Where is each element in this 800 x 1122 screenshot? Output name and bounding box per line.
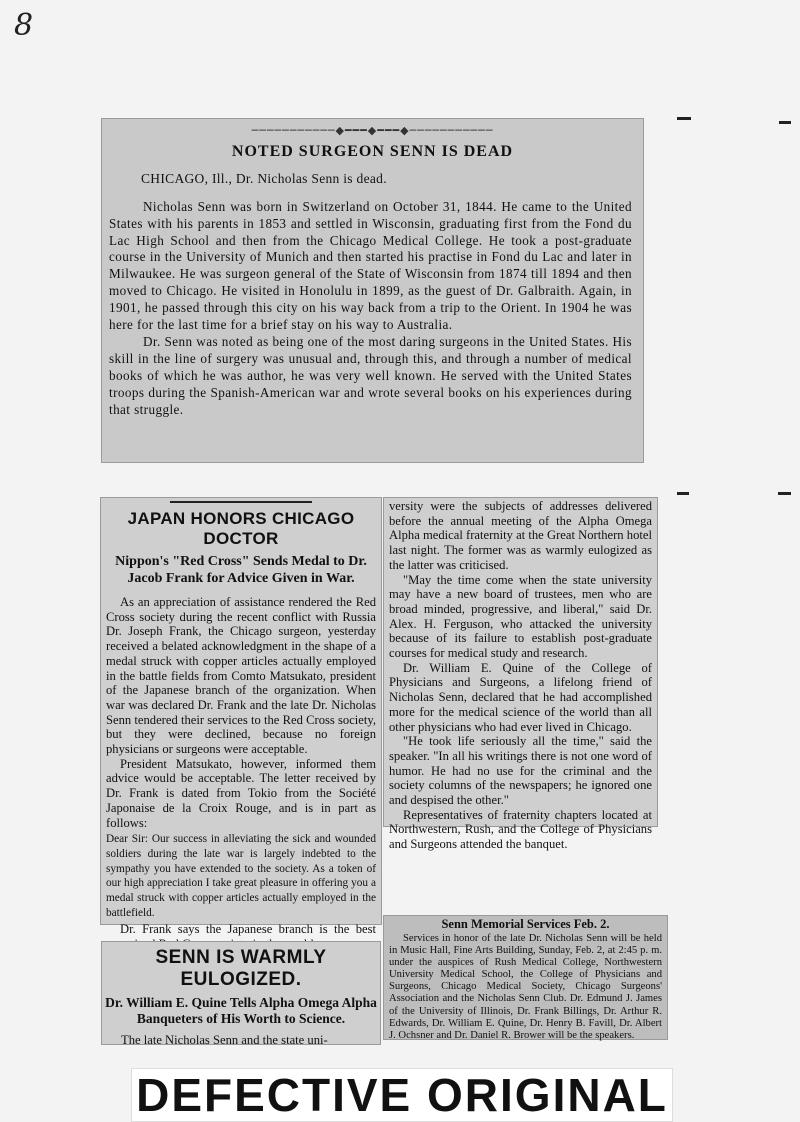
clipping-japan-honors	[100, 497, 382, 937]
article-body	[100, 595, 382, 830]
paragraph: Dr. Senn was noted as being one of the most daring surgeons in the United States. His skill in the line of surgery was unusual and, through this, and through a number of medical books of which he was author, he was very well known. He served with the United States troops during the Spanish-American war and wrote several books on his experiences during that struggle.	[109, 334, 632, 417]
subheadline: Dr. William E. Quine Tells Alpha Omega Alpha Banqueters of His Worth to Science.	[105, 995, 377, 1026]
paragraph: "May the time come when the state university may have a new board of trustees, men who are broad minded, progressive, and liberal," said Dr. Alex. H. Ferguson, who attacked the university because of its failure to establish post-graduate courses for medical study and research.	[389, 572, 652, 661]
clipping-senn-dead	[101, 118, 644, 463]
paragraph: versity were the subjects of addresses delivered before the annual meeting of the Alpha Omega Alpha medical fraternity at the Great Northern hotel last night. The former was as warmly eulogized as the latter was criticised.	[389, 499, 652, 572]
headline: SENN IS WARMLY EULOGIZED.	[155, 947, 327, 990]
dateline: CHICAGO, Ill., Dr. Nicholas Senn is dead.	[141, 171, 387, 186]
edge-mark	[778, 492, 791, 495]
letter-excerpt: Dear Sir: Our success in alleviating the sick and wounded soldiers during the late war is largely indebted to the sympathy you have extended to the society. As a token of our high appreciation I take great pleasure in offering you a medal struck with copper articles actually employed in the battlefield.	[106, 833, 376, 919]
headline: JAPAN HONORS CHICAGO DOCTOR	[127, 509, 355, 548]
subheadline: Nippon's "Red Cross" Sends Medal to Dr. Jacob Frank for Advice Given in War.	[115, 554, 367, 586]
clipping-eulogy-continued	[383, 497, 658, 852]
paragraph: The late Nicholas Senn and the state uni-	[121, 1033, 328, 1047]
edge-mark	[779, 121, 791, 124]
paragraph: Services in honor of the late Dr. Nicholas Senn will be held in Music Hall, Fine Arts Building, Sunday, Feb. 2, at 2:45 p. m. under the auspices of Rush Medical College, Northwestern University Medical School, the College of Physicians and Surgeons, Chicago Medical Society, Chicago Surgeons' Association and the Nicholas Senn Club. Dr. Edmund J. James of the University of Illinois, Dr. Frank Billings, Dr. Arthur R. Edwards, Dr. William E. Quine, Dr. Henry B. Favill, Dr. Albert J. Ochsner and Dr. Daniel R. Brower will be the speakers.	[389, 933, 662, 1041]
paragraph: "He took life seriously all the time," said the speaker. "In all his writings there is not one word of humor. He had no use for the criminal and the society columns of the newspapers; he ignored one and despised the other."	[389, 734, 652, 808]
divider	[170, 501, 312, 503]
paragraph: Nicholas Senn was born in Switzerland on October 31, 1844. He came to the United States with his parents in 1853 and settled in Wisconsin, graduating first from the Fond du Lac High School and then from the Chicago Medical College. He took a post-graduate course in the University of Munich and then started his practise in Fond du Lac and later in Milwaukee. He was surgeon general of the State of Wisconsin from 1874 till 1894 and then moved to Chicago. He visited in Honolulu in 1899, as the guest of Dr. Galbraith. Again, in 1901, he passed through this city on his way back from a trip to the Orient. In 1904 he was here for the last time for a brief stay on his way to Australia.	[109, 199, 632, 332]
defective-original-stamp: DEFECTIVE ORIGINAL	[131, 1068, 673, 1122]
paragraph: Dr. William E. Quine of the College of Physicians and Surgeons, a lifelong friend of Nicholas Senn, declared that he had accomplished more for the medical science of the world than all other physicians who had ever lived in Chicago.	[389, 660, 652, 734]
headline: NOTED SURGEON SENN IS DEAD	[231, 143, 514, 160]
paragraph: Representatives of fraternity chapters located at Northwestern, Rush, and the College of Physicians and Surgeons attended the banquet.	[389, 807, 652, 852]
article-body	[101, 1033, 381, 1048]
ornament-rule: ───────────◆━━━◆━━━◆───────────	[251, 124, 494, 137]
notice-body	[383, 933, 668, 1042]
paragraph: President Matsukato, however, informed them advice would be acceptable. The letter received by Dr. Frank is dated from Tokio from the Société Japonaise de la Croix Rouge, and is in part as follows:	[106, 756, 376, 830]
page-number: 8	[14, 8, 34, 43]
clipping-senn-eulogized	[101, 941, 381, 1045]
paragraph: Dr. Frank says the Japanese branch is the best	[120, 922, 376, 937]
notice-title: Senn Memorial Services Feb. 2.	[441, 917, 610, 931]
paragraph: As an appreciation of assistance rendered the Red Cross society during the recent conflict with Russia Dr. Joseph Frank, the Chicago surgeon, yesterday received a belated acknowledgment in the shape of a medal struck with copper articles actually employed in the battle fields from Comto Matsukato, president of the Japanese branch of the organization. When war was declared Dr. Frank and the late Dr. Nicholas Senn tendered their services to the Red Cross society, but they were declined, because no foreign physicians or surgeons were acceptable.	[106, 595, 376, 757]
edge-mark	[677, 117, 691, 120]
article-body	[101, 199, 644, 418]
edge-mark	[677, 492, 689, 495]
clipping-memorial-services	[383, 915, 668, 1040]
article-body	[383, 497, 658, 854]
